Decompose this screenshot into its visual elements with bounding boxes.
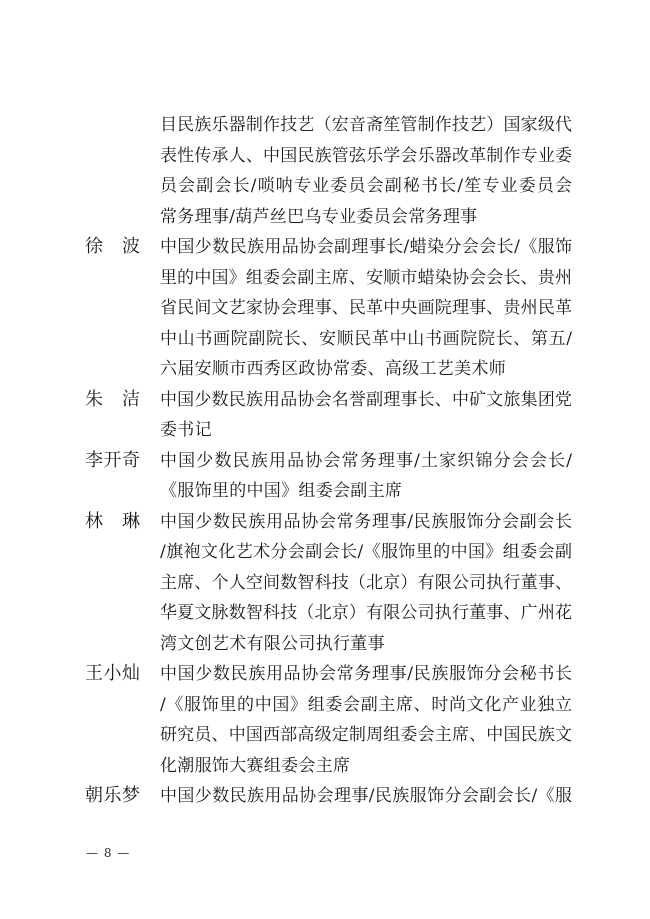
title-line: 六届安顺市西秀区政协常委、高级工艺美术师 — [160, 359, 506, 379]
person-name: 李开奇 — [85, 449, 140, 471]
title-line: 中国少数民族用品协会副理事长/蜡染分会会长/《服饰 — [160, 237, 572, 257]
person-titles — [160, 446, 572, 507]
title-line: 主席、个人空间数智科技（北京）有限公司执行董事、 — [160, 572, 572, 593]
person-name: 林琳 — [85, 510, 140, 532]
roster-entry — [85, 110, 572, 232]
title-line: 里的中国》组委会副主席、安顺市蜡染协会会长、贵州 — [160, 267, 572, 288]
roster-entry — [85, 446, 572, 507]
title-line: 化潮服饰大赛组委会主席 — [160, 755, 351, 776]
title-line: 中国少数民族用品协会常务理事/民族服饰分会副会长 — [160, 511, 572, 532]
title-line: 华夏文脉数智科技（北京）有限公司执行董事、广州花 — [160, 603, 572, 623]
person-name: 王小灿 — [85, 663, 140, 684]
title-line: 中国少数民族用品协会名誉副理事长、中矿文旅集团党 — [160, 389, 572, 410]
title-line: 委书记 — [160, 420, 212, 440]
person-titles — [160, 781, 572, 812]
person-titles — [160, 385, 572, 446]
title-line: 中国少数民族用品协会常务理事/民族服饰分会秘书长 — [160, 664, 572, 684]
person-name: 朱洁 — [85, 388, 140, 410]
title-line: 常务理事/葫芦丝巴乌专业委员会常务理事 — [160, 206, 478, 227]
roster-list — [85, 110, 572, 812]
title-line: 研究员、中国西部高级定制周组委会主席、中国民族文 — [160, 725, 572, 745]
roster-entry — [85, 659, 572, 781]
person-name: 徐波 — [85, 236, 140, 257]
title-line: 《服饰里的中国》组委会副主席 — [160, 481, 403, 501]
person-name: 朝乐梦 — [85, 785, 140, 806]
person-titles — [160, 232, 572, 385]
roster-entry — [85, 232, 572, 385]
page-footer — [86, 846, 130, 860]
title-line: 表性传承人、中国民族管弦乐学会乐器改革制作专业委 — [160, 145, 572, 166]
title-line: 湾文创艺术有限公司执行董事 — [160, 633, 385, 654]
title-line: 省民间文艺家协会理事、民革中央画院理事、贵州民革 — [160, 298, 572, 318]
title-line: /《服饰里的中国》组委会副主席、时尚文化产业独立 — [160, 694, 572, 715]
person-titles — [160, 507, 572, 660]
roster-entry — [85, 385, 572, 446]
title-line: 中国少数民族用品协会常务理事/土家织锦分会会长/ — [160, 450, 572, 471]
page-number: — 8 — — [86, 846, 131, 860]
person-titles — [160, 659, 572, 781]
title-line: 员会副会长/唢呐专业委员会副秘书长/笙专业委员会 — [160, 176, 572, 196]
roster-entry — [85, 781, 572, 812]
title-line: 中山书画院副院长、安顺民革中山书画院院长、第五/ — [160, 328, 572, 349]
title-line: 中国少数民族用品协会理事/民族服饰分会副会长/《服 — [160, 786, 572, 806]
person-titles — [160, 110, 572, 232]
title-line: /旗袍文化艺术分会副会长/《服饰里的中国》组委会副 — [160, 542, 572, 562]
title-line: 目民族乐器制作技艺（宏音斋笙管制作技艺）国家级代 — [160, 115, 572, 135]
roster-entry — [85, 507, 572, 660]
